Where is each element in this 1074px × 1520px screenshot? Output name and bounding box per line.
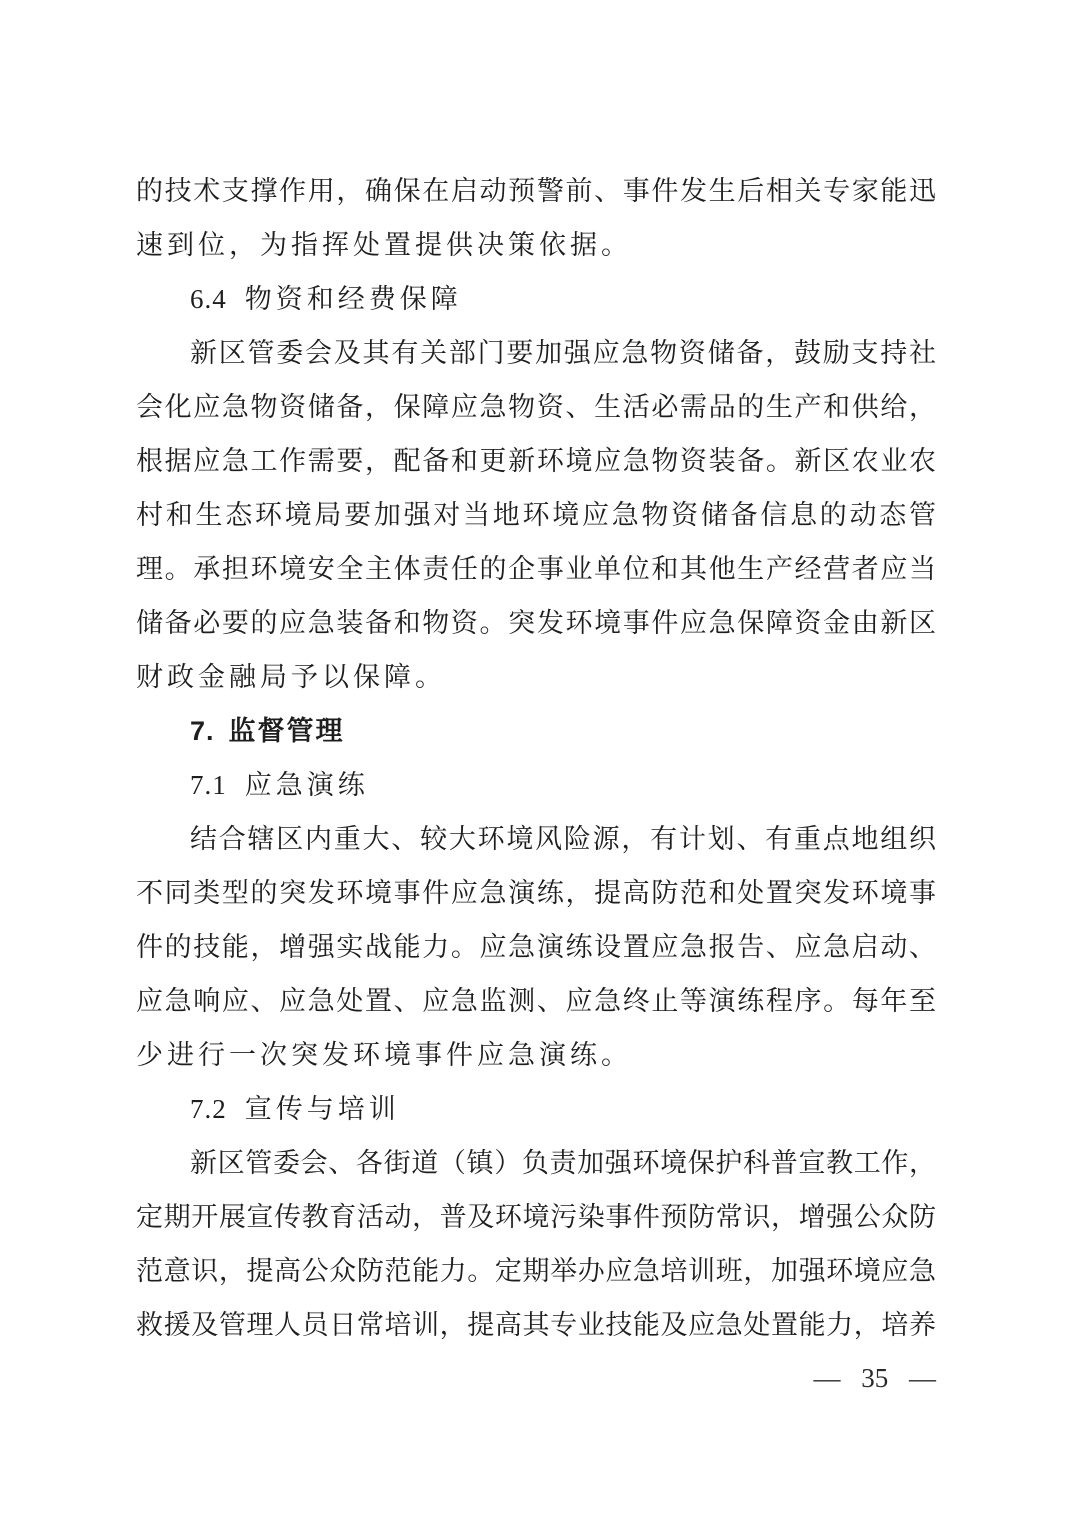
- text-line: 储备必要的应急装备和物资。突发环境事件应急保障资金由新区: [136, 608, 936, 638]
- heading-number: 7.2: [190, 1094, 227, 1124]
- section-heading: [136, 272, 936, 326]
- text-line: 新区管委会、各街道（镇）负责加强环境保护科普宣教工作，: [190, 1148, 936, 1178]
- section-heading: [136, 1082, 936, 1136]
- page-number: — 35 —: [813, 1363, 936, 1393]
- heading-title: 物资和经费保障: [244, 284, 462, 314]
- text-line: 财政金融局予以保障。: [136, 662, 446, 692]
- text-line: 救援及管理人员日常培训，提高其专业技能及应急处置能力，培养: [136, 1310, 936, 1340]
- text-line: 定期开展宣传教育活动，普及环境污染事件预防常识，增强公众防: [136, 1202, 936, 1232]
- document-body: [136, 164, 936, 1352]
- text-line: 新区管委会及其有关部门要加强应急物资储备，鼓励支持社: [190, 338, 936, 368]
- text-line: 件的技能，增强实战能力。应急演练设置应急报告、应急启动、: [136, 932, 936, 962]
- heading-title: 监督管理: [228, 716, 345, 746]
- text-line: 根据应急工作需要，配备和更新环境应急物资装备。新区农业农: [136, 446, 936, 476]
- text-line: 范意识，提高公众防范能力。定期举办应急培训班，加强环境应急: [136, 1256, 936, 1286]
- text-line: 应急响应、应急处置、应急监测、应急终止等演练程序。每年至: [136, 986, 936, 1016]
- section-heading: [136, 758, 936, 812]
- heading-title: 应急演练: [244, 770, 369, 800]
- text-line: 的技术支撑作用，确保在启动预警前、事件发生后相关专家能迅: [136, 176, 936, 206]
- heading-title: 宣传与培训: [244, 1094, 400, 1124]
- text-line: 村和生态环境局要加强对当地环境应急物资储备信息的动态管: [136, 500, 936, 530]
- text-line: 少进行一次突发环境事件应急演练。: [136, 1040, 632, 1070]
- text-line: 结合辖区内重大、较大环境风险源，有计划、有重点地组织: [190, 824, 936, 854]
- text-line: 速到位，为指挥处置提供决策依据。: [136, 230, 632, 260]
- text-line: 不同类型的突发环境事件应急演练，提高防范和处置突发环境事: [136, 878, 936, 908]
- section-heading: [136, 704, 936, 758]
- heading-number: 6.4: [190, 284, 227, 314]
- heading-number: 7.: [190, 716, 215, 746]
- text-line: 理。承担环境安全主体责任的企事业单位和其他生产经营者应当: [136, 554, 936, 584]
- text-line: 会化应急物资储备，保障应急物资、生活必需品的生产和供给，: [136, 392, 936, 422]
- heading-number: 7.1: [190, 770, 227, 800]
